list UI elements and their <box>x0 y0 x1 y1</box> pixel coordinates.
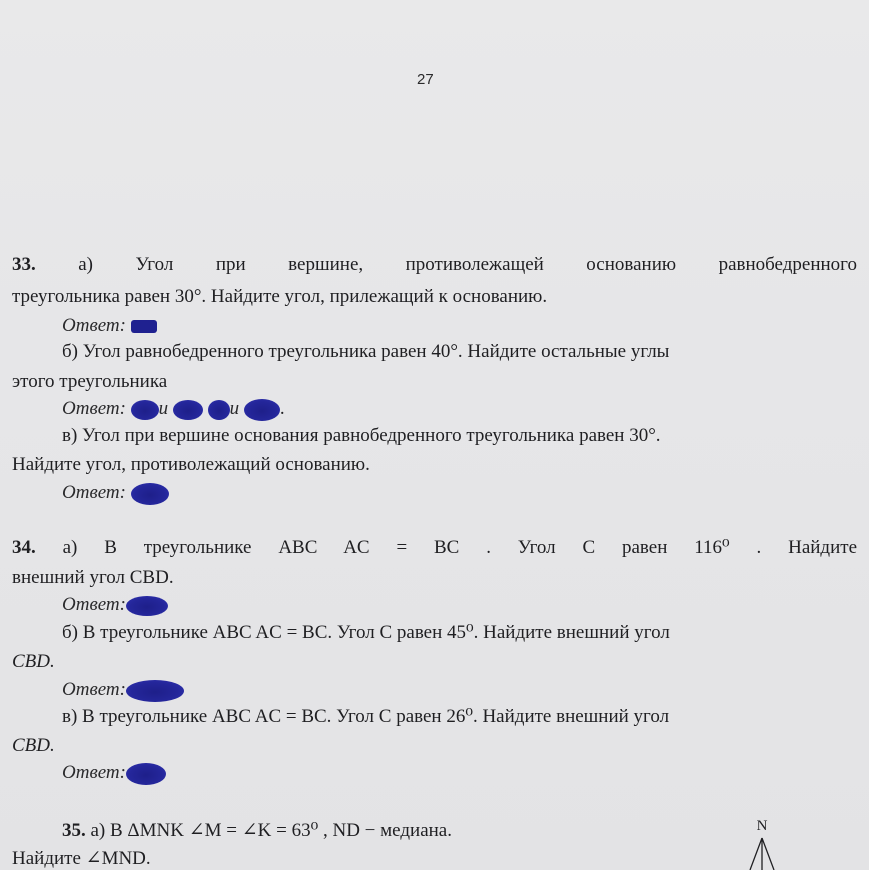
q35-a-line2: Найдите ∠MND. <box>12 848 151 869</box>
answer-label: Ответ: <box>62 398 126 419</box>
q33-a-answer <box>62 315 857 337</box>
answer-scribble <box>126 763 166 785</box>
and-word: и <box>158 398 169 419</box>
answer-scribble <box>131 400 159 420</box>
q34-a-line1 <box>12 537 857 559</box>
q33-b-line2: этого треугольника <box>12 371 168 392</box>
answer-scribble <box>244 399 280 421</box>
q33-a-line2: треугольника равен 30°. Найдите угол, прилежащий к основанию. <box>12 286 548 307</box>
answer-label: Ответ: <box>62 315 126 336</box>
figure-side-left <box>750 838 762 870</box>
q33-a-text: а) Угол при вершине, противолежащей основанию равнобедренного <box>78 254 857 275</box>
q34-c-answer <box>62 762 857 785</box>
q34-b-line2 <box>12 651 857 673</box>
answer-scribble <box>131 483 169 505</box>
q33-a-line1 <box>12 254 857 276</box>
answer-label: Ответ: <box>62 482 126 503</box>
and-word: и <box>229 398 240 419</box>
q35-a-line1 <box>12 820 669 842</box>
answer-scribble <box>208 400 230 420</box>
q34-a-answer <box>62 594 857 616</box>
q33-c-line2: Найдите угол, противолежащий основанию. <box>12 454 370 475</box>
answer-scribble <box>126 596 168 616</box>
figure-label-n: N <box>756 818 768 834</box>
answer-label: Ответ: <box>62 679 126 700</box>
answer-label: Ответ: <box>62 762 126 783</box>
q34-a-line2: внешний угол CBD. <box>12 567 174 588</box>
q34-b-line1: б) В треугольнике ABC AC = BC. Угол C равен 45⁰. Найдите внешний угол <box>62 622 670 643</box>
q33-c-line1: в) Угол при вершине основания равнобедренного треугольника равен 30°. <box>62 425 661 446</box>
q34-b-line2-text: CBD. <box>12 651 55 672</box>
q34-number: 34. <box>12 537 36 558</box>
q35-a-text: а) В ΔMNK ∠M = ∠K = 63⁰ , ND − медиана. <box>90 820 452 841</box>
page-number: 27 <box>417 71 434 88</box>
answer-label: Ответ: <box>62 594 126 615</box>
q34-c-line2-text: CBD. <box>12 735 55 756</box>
q34-c-line1: в) В треугольнике ABC AC = BC. Угол C равен 26⁰. Найдите внешний угол <box>62 706 670 727</box>
q35-number: 35. <box>62 820 86 841</box>
q34-c-line2 <box>12 735 857 757</box>
answer-scribble <box>131 320 157 333</box>
q33-c-answer <box>62 482 857 505</box>
q33-number: 33. <box>12 254 36 275</box>
q33-b-answer: Ответ: и и . <box>62 398 285 419</box>
answer-scribble <box>173 400 203 420</box>
q33-b-line1: б) Угол равнобедренного треугольника равен 40°. Найдите остальные углы <box>62 341 670 362</box>
triangle-figure <box>746 816 778 870</box>
q34-a-text: а) В треугольнике ABC AC = BC . Угол C равен 116⁰ . Найдите <box>62 537 858 558</box>
q34-b-answer <box>62 679 857 702</box>
figure-side-right <box>762 838 774 870</box>
answer-scribble <box>126 680 184 702</box>
